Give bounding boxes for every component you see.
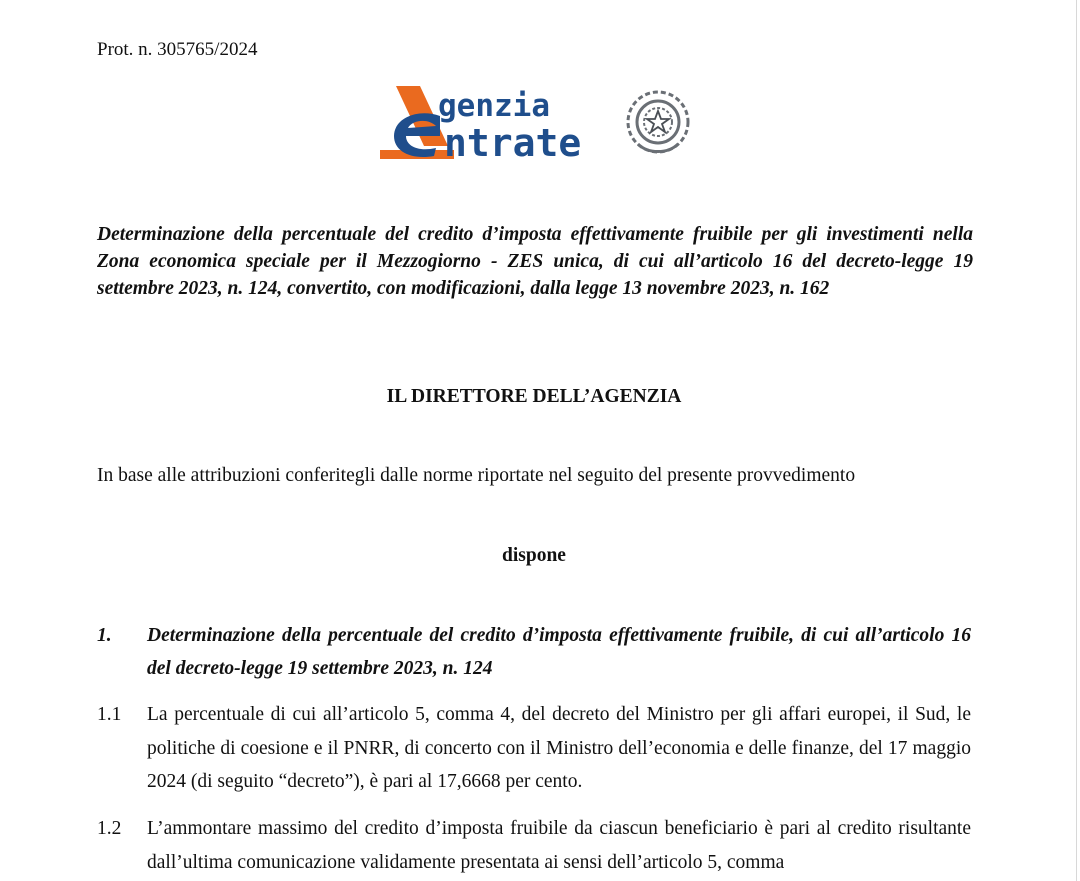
logo-word-1: genzia [438, 88, 550, 124]
intro-text: In base alle attribuzioni conferitegli dalle norme riportate nel seguito del presente provvedimento [97, 465, 856, 486]
section-title: Determinazione della percentuale del credito d’imposta effettivamente fruibile, di cui all’articolo 16 del decreto-legge 19 settembre 2023, n. 124 [147, 625, 971, 679]
paragraph-1-1 [97, 698, 977, 808]
logo-e-shape [394, 113, 440, 157]
logo-word-2: ntrate [444, 121, 582, 164]
dispone-heading: dispone [502, 545, 566, 566]
protocol-number: Prot. n. 305765/2024 [97, 39, 258, 60]
paragraph-number: 1.1 [97, 704, 122, 725]
republic-emblem-icon [628, 92, 688, 152]
section-1-heading [97, 619, 977, 689]
paragraph-text: La percentuale di cui all’articolo 5, comma 4, del decreto del Ministro per gli affari europei, il Sud, le politiche di coesione e il PNRR, di concerto con il Ministro dell’economia e delle finanze, del 17 maggio 2024 (di seguito “decreto”), è pari al 17,6668 per cento. [147, 704, 971, 793]
section-number: 1. [97, 625, 112, 646]
paragraph-number: 1.2 [97, 818, 122, 839]
paragraph-1-2 [97, 812, 977, 881]
document-title: Determinazione della percentuale del credito d’imposta effettivamente fruibile per gli investimenti nella Zona economica speciale per il Mezzogiorno - ZES unica, di cui all’articolo 16 del decreto-legge 19 settembre 2023, n. 124, convertito, con modificazioni, dalla legge 13 novembre 2023, n. 162 [97, 224, 973, 299]
paragraph-text: L’ammontare massimo del credito d’imposta fruibile da ciascun beneficiario è pari al credito risultante dall’ultima comunicazione validamente presentata ai sensi dell’articolo 5, comma [147, 818, 971, 873]
director-heading: IL DIRETTORE DELL’AGENZIA [386, 386, 682, 407]
agenzia-entrate-logo [378, 82, 698, 164]
page-edge [1076, 0, 1077, 881]
